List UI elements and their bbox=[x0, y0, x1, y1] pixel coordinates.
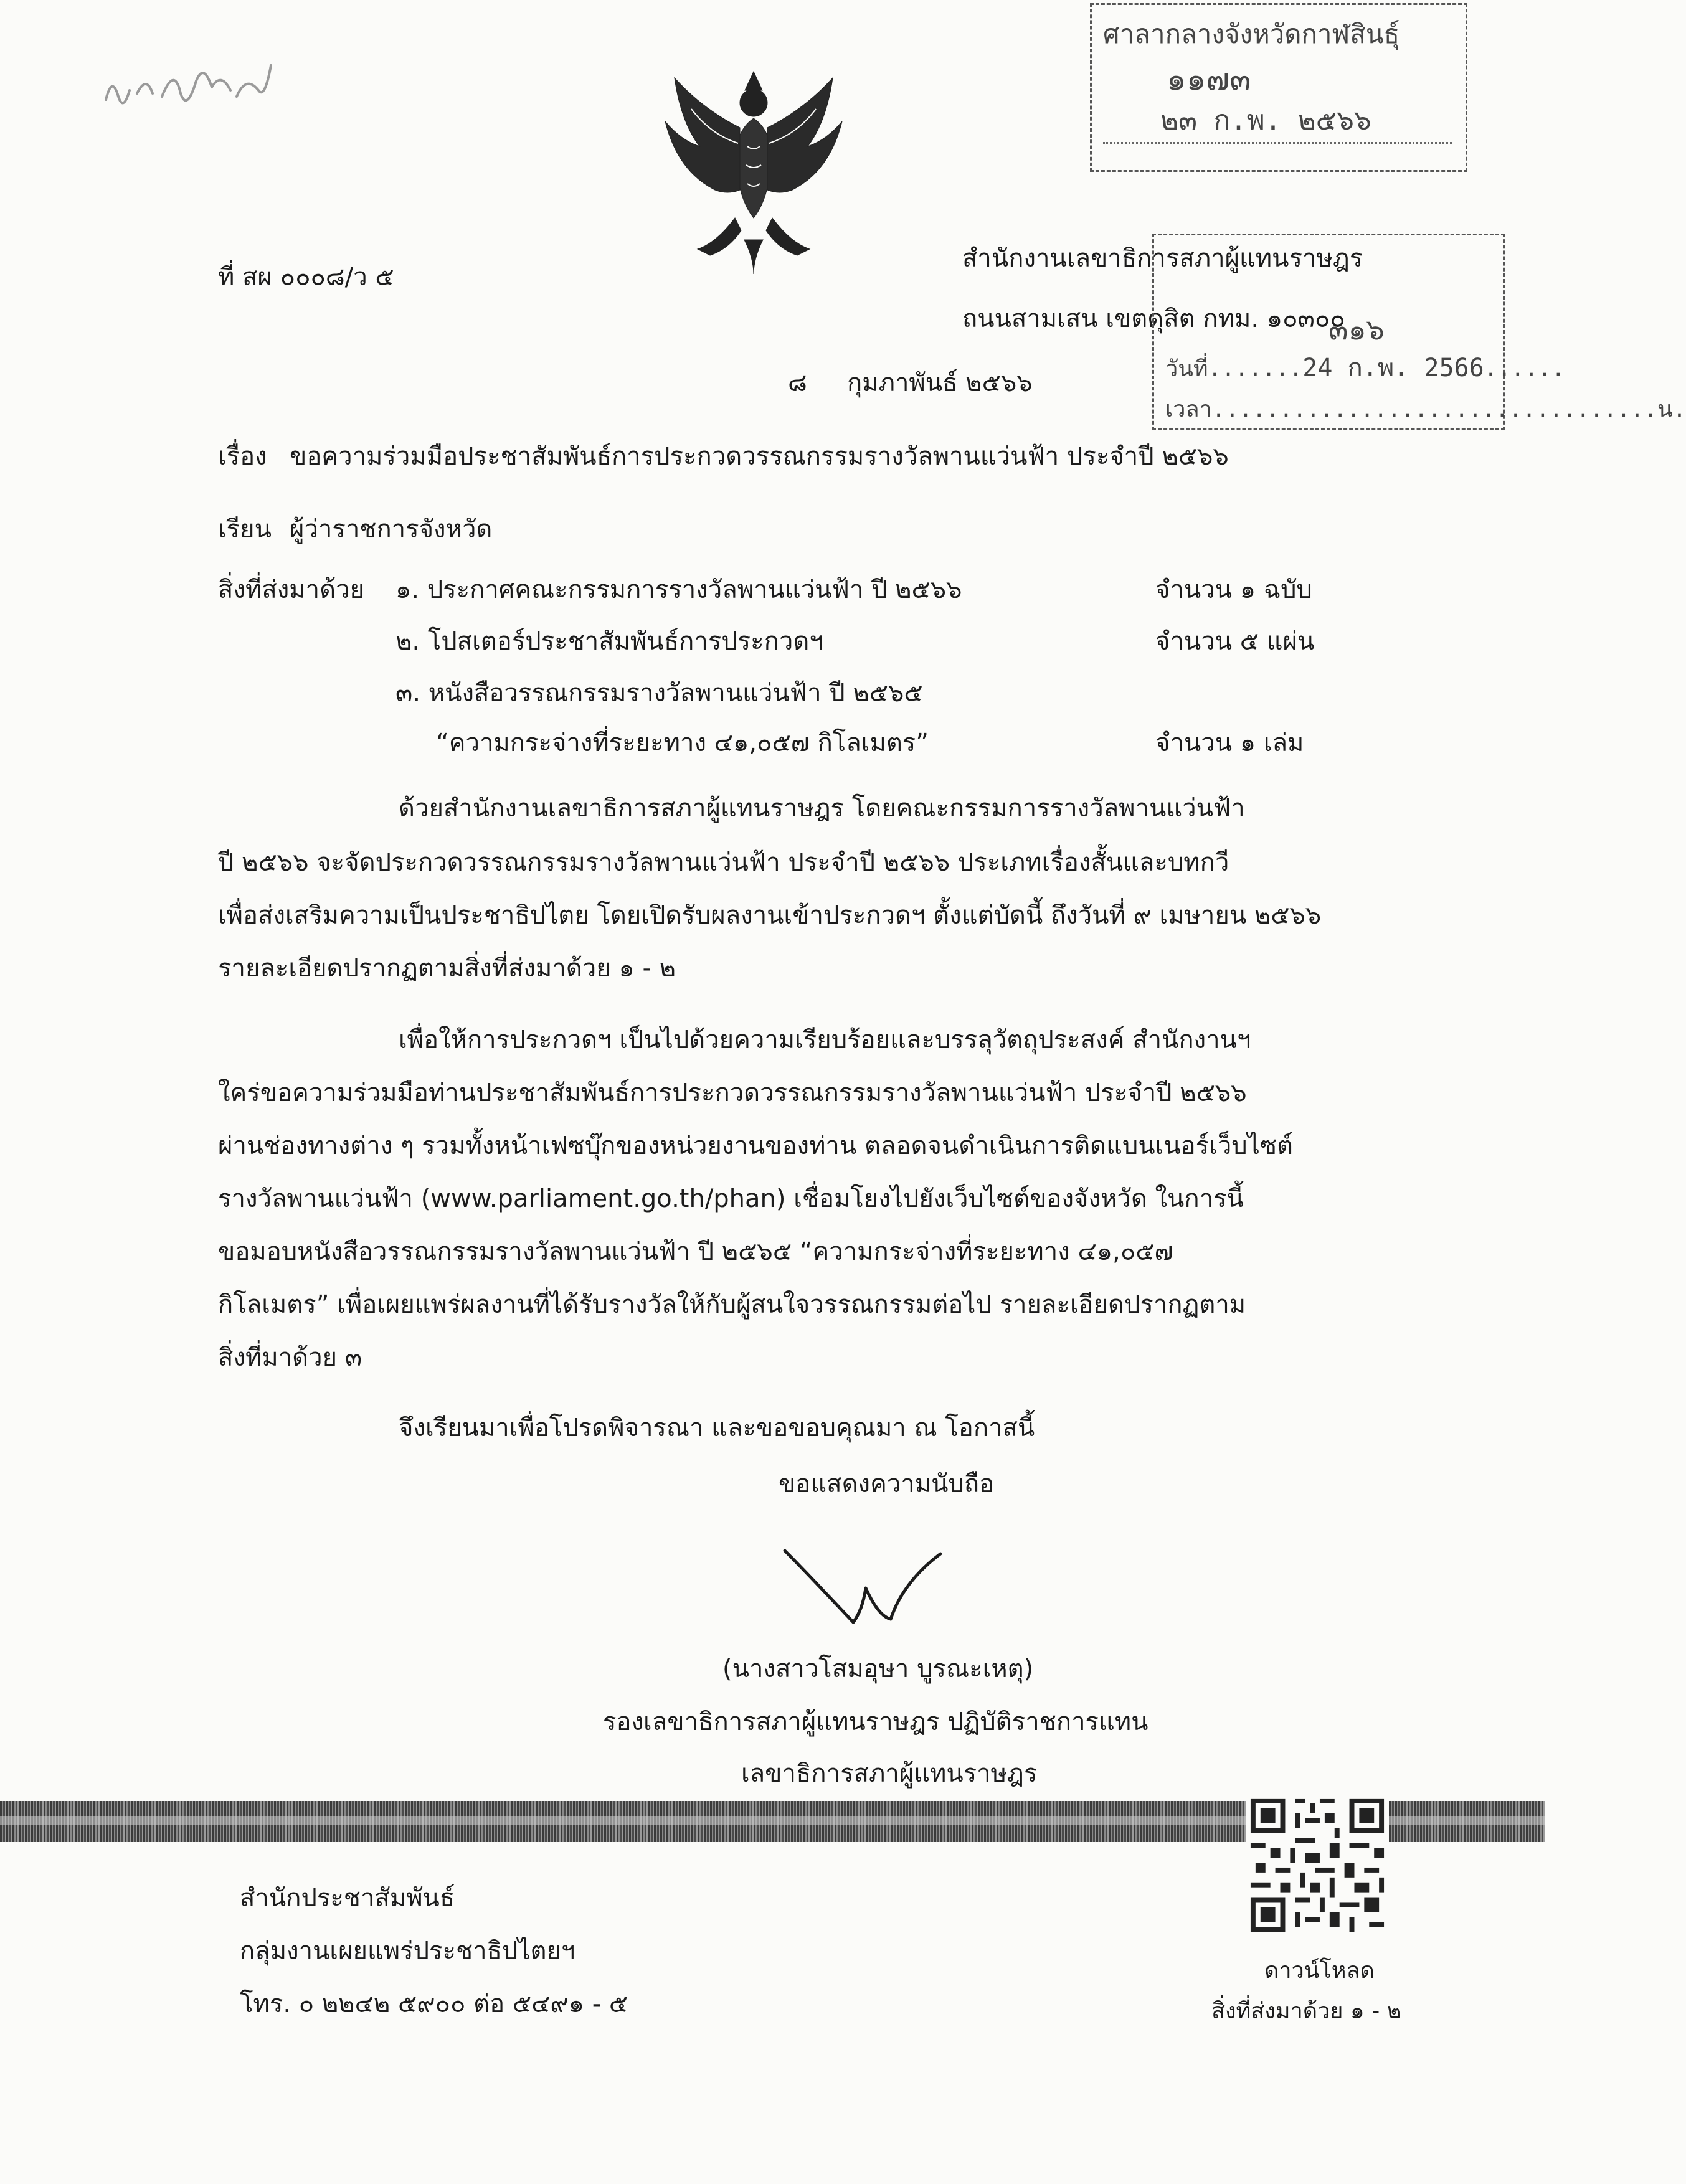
enclosures-label: สิ่งที่ส่งมาด้วย bbox=[218, 575, 364, 604]
stamp-office-name: ศาลากลางจังหวัดกาฬสินธุ์ bbox=[1103, 19, 1400, 49]
footer-phone: โทร. ๐ ๒๒๔๒ ๕๙๐๐ ต่อ ๕๔๙๑ - ๕ bbox=[240, 1990, 628, 2018]
salutation-text: ผู้ว่าราชการจังหวัด bbox=[290, 515, 493, 544]
enclosure-item: ๓. หนังสือวรรณกรรมรางวัลพานแว่นฟ้า ปี ๒๕๖๕ bbox=[395, 679, 923, 707]
enclosure-item-continued: “ความกระจ่างที่ระยะทาง ๔๑,๐๕๗ กิโลเมตร” bbox=[436, 729, 929, 757]
paragraph-1-line: ปี ๒๕๖๖ จะจัดประกวดวรรณกรรมรางวัลพานแว่นฟ้า ประจำปี ๒๕๖๖ ประเภทเรื่องสั้นและบทกวี bbox=[218, 848, 1229, 877]
stamp-date-label: วันที่ bbox=[1165, 356, 1208, 382]
receive-stamp-office: ๓๑๖ วันที่.......24 ก.พ. 2566...... เวลา.................................น. bbox=[1152, 234, 1505, 430]
paragraph-2-line: ใคร่ขอความร่วมมือท่านประชาสัมพันธ์การประกวดวรรณกรรมรางวัลพานแว่นฟ้า ประจำปี ๒๕๖๖ bbox=[218, 1079, 1247, 1107]
paragraph-1-line: ด้วยสำนักงานเลขาธิการสภาผู้แทนราษฎร โดยคณะกรรมการรางวัลพานแว่นฟ้า bbox=[399, 794, 1245, 823]
signatory-name: (นางสาวโสมอุษา บูรณะเหตุ) bbox=[722, 1655, 1034, 1683]
stamp-receive-number: ๑๑๗๓ bbox=[1167, 61, 1251, 97]
stamp-time-label: เวลา bbox=[1165, 397, 1212, 422]
regards: ขอแสดงความนับถือ bbox=[779, 1470, 995, 1498]
stamp-receive-date: ๒๓ ก.พ. ๒๕๖๖ bbox=[1160, 105, 1371, 136]
handwritten-note bbox=[100, 50, 274, 118]
qr-code bbox=[1246, 1794, 1389, 1937]
document-number: ที่ สผ ๐๐๐๘/ว ๕ bbox=[218, 263, 394, 291]
subject-label: เรื่อง bbox=[218, 442, 267, 471]
org-address: ถนนสามเสน เขตดุสิต กทม. ๑๐๓๐๐ bbox=[962, 305, 1345, 333]
stamp-time-suffix: น. bbox=[1657, 397, 1686, 422]
enclosure-quantity: จำนวน ๑ ฉบับ bbox=[1155, 575, 1312, 604]
enclosure-item: ๒. โปสเตอร์ประชาสัมพันธ์การประกวดฯ bbox=[395, 627, 823, 656]
enclosure-quantity: จำนวน ๑ เล่ม bbox=[1155, 729, 1304, 757]
paragraph-2-line: ผ่านช่องทางต่าง ๆ รวมทั้งหน้าเฟซบุ๊กของหน่วยงานของท่าน ตลอดจนดำเนินการติดแบนเนอร์เว็บไซต์ bbox=[218, 1132, 1293, 1160]
footer-department: สำนักประชาสัมพันธ์ bbox=[240, 1884, 455, 1912]
signatory-position-continued: เลขาธิการสภาผู้แทนราษฎร bbox=[741, 1759, 1038, 1788]
enclosure-quantity: จำนวน ๕ แผ่น bbox=[1155, 627, 1315, 656]
receive-stamp-provincial bbox=[1090, 3, 1467, 172]
paragraph-2-line: เพื่อให้การประกวดฯ เป็นไปด้วยความเรียบร้อยและบรรลุวัตถุประสงค์ สำนักงานฯ bbox=[399, 1026, 1251, 1054]
date-month-year: กุมภาพันธ์ ๒๕๖๖ bbox=[847, 369, 1033, 397]
subject-text: ขอความร่วมมือประชาสัมพันธ์การประกวดวรรณกรรมรางวัลพานแว่นฟ้า ประจำปี ๒๕๖๖ bbox=[290, 442, 1229, 471]
paragraph-2-line: กิโลเมตร” เพื่อเผยแพร่ผลงานที่ได้รับรางวัลให้กับผู้สนใจวรรณกรรมต่อไป รายละเอียดปรากฏตาม bbox=[218, 1290, 1246, 1319]
paragraph-2-line: ขอมอบหนังสือวรรณกรรมรางวัลพานแว่นฟ้า ปี ๒๕๖๕ “ความกระจ่างที่ระยะทาง ๔๑,๐๕๗ bbox=[218, 1237, 1173, 1266]
garuda-emblem bbox=[660, 59, 847, 277]
closing-sentence: จึงเรียนมาเพื่อโปรดพิจารณา และขอขอบคุณมา ณ โอกาสนี้ bbox=[399, 1414, 1035, 1442]
handwritten-signature bbox=[772, 1538, 1009, 1644]
paragraph-1-line: รายละเอียดปรากฏตามสิ่งที่ส่งมาด้วย ๑ - ๒ bbox=[218, 954, 676, 983]
org-name: สำนักงานเลขาธิการสภาผู้แทนราษฎร bbox=[962, 244, 1363, 273]
paragraph-2-line: สิ่งที่มาด้วย ๓ bbox=[218, 1343, 362, 1372]
qr-caption-download: ดาวน์โหลด bbox=[1264, 1958, 1375, 1983]
paragraph-2-line: รางวัลพานแว่นฟ้า (www.parliament.go.th/phan) เชื่อมโยงไปยังเว็บไซต์ของจังหวัด ในการนี้ bbox=[218, 1184, 1244, 1213]
paragraph-1-line: เพื่อส่งเสริมความเป็นประชาธิปไตย โดยเปิดรับผลงานเข้าประกวดฯ ตั้งแต่บัดนี้ ถึงวันที่ ๙ เมษายน ๒๕๖๖ bbox=[218, 901, 1322, 930]
stamp-date-value: 24 ก.พ. 2566 bbox=[1302, 354, 1484, 382]
salutation-label: เรียน bbox=[218, 515, 272, 544]
qr-caption-enclosures: สิ่งที่ส่งมาด้วย ๑ - ๒ bbox=[1211, 1998, 1402, 2024]
enclosure-item: ๑. ประกาศคณะกรรมการรางวัลพานแว่นฟ้า ปี ๒๕๖๖ bbox=[395, 575, 962, 604]
signatory-position: รองเลขาธิการสภาผู้แทนราษฎร ปฏิบัติราชการแทน bbox=[603, 1708, 1148, 1736]
footer-division: กลุ่มงานเผยแพร่ประชาธิปไตยฯ bbox=[240, 1937, 575, 1965]
stamp-office-receive-number: ๓๑๖ bbox=[1328, 313, 1385, 346]
date-day: ๘ bbox=[788, 369, 807, 397]
